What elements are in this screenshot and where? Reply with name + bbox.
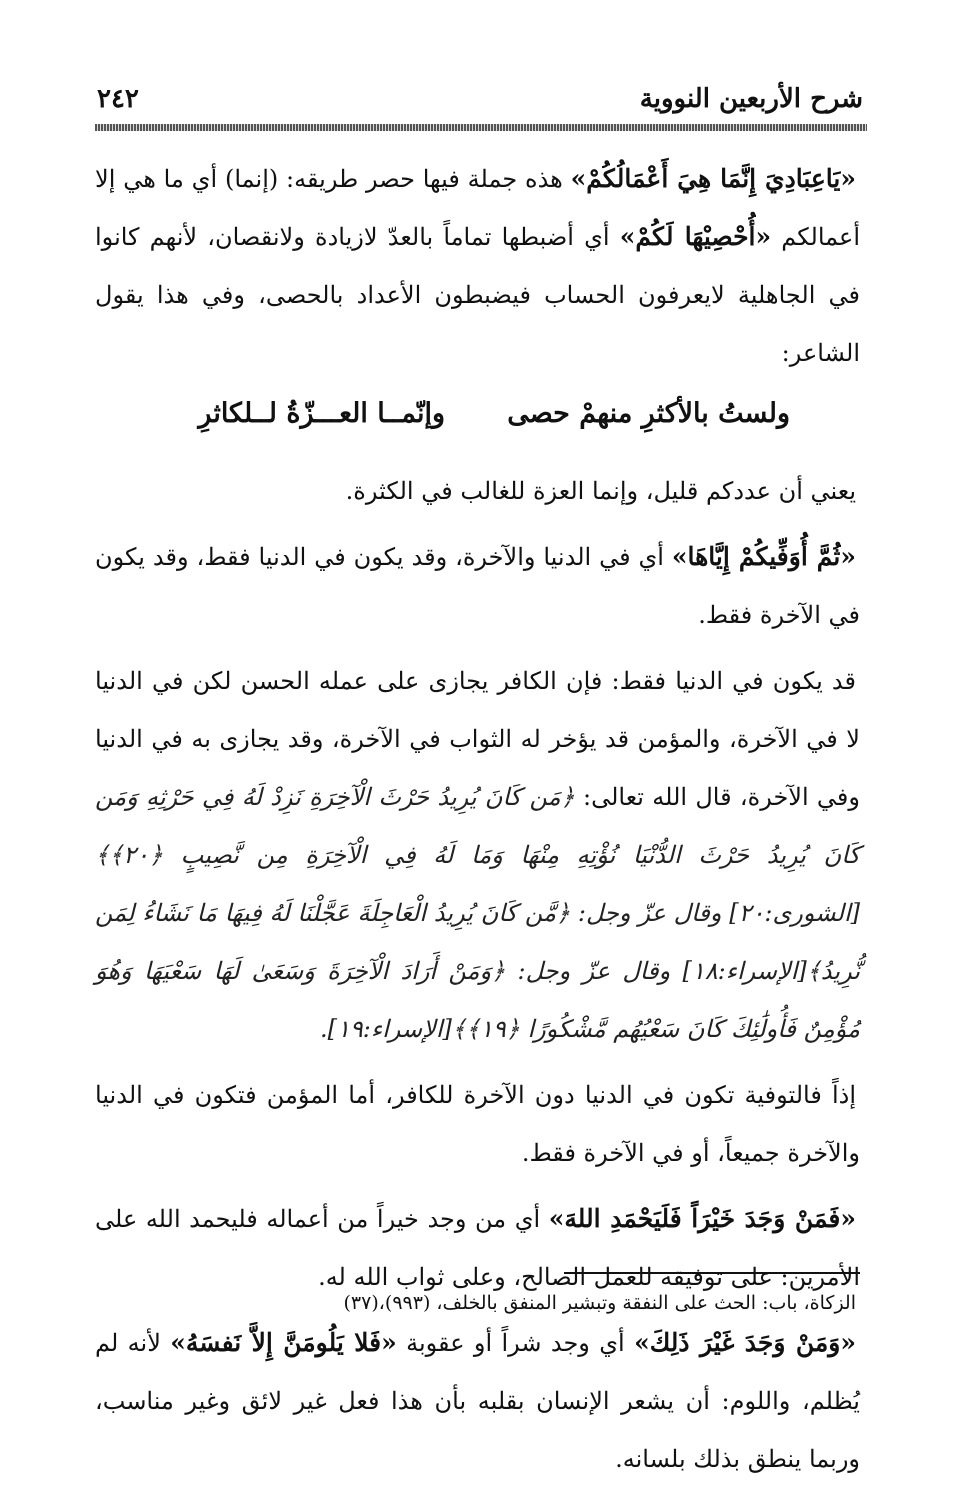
hadith-quote: «ثُمَّ أُوَفِّيكُمْ إِيَّاهَا» <box>671 542 856 571</box>
hadith-quote: «فَمَنْ وَجَدَ خَيْرَاً فَلَيَحْمَدِ اللهَ» <box>548 1204 856 1233</box>
hadith-quote: «فَلا يَلُومَنَّ إِلاَّ نَفسَهُ» <box>170 1328 397 1357</box>
paragraph-text: أي أضبطها تماماً بالعدّ لازيادة ولانقصان، لأنهم كانوا في الجاهلية لايعرفون الحساب فيضبطون الأعداد بالحصى، وفي هذا يقول الشاعر: <box>95 223 860 367</box>
paragraph-text: قد يكون في الدنيا فقط: فإن الكافر يجازى على عمله الحسن لكن في الدنيا لا في الآخرة، والمؤمن قد يؤخر له الثواب في الآخرة، وقد يجازى به في الدنيا وفي الآخرة، قال الله تعالى: <box>95 667 860 811</box>
paragraph-text: أي وجد شراً أو عقوبة <box>396 1329 635 1357</box>
paragraph <box>95 462 860 520</box>
paragraph <box>95 150 860 382</box>
hadith-quote: «يَاعِبَادِيَ إِنَّمَا هِيَ أَعْمَالُكُمْ» <box>570 164 856 193</box>
page-number: ٢٤٢ <box>97 84 139 114</box>
paragraph-text: يعني أن عددكم قليل، وإنما العزة للغالب في الكثرة. <box>345 477 856 505</box>
paragraph <box>95 528 860 644</box>
footnote: الزكاة، باب: الحث على النفقة وتبشير المنفق بالخلف، (٩٩٣)،(٣٧) <box>343 1292 856 1314</box>
paragraph <box>95 1314 860 1488</box>
paragraph <box>95 652 860 1058</box>
hadith-quote: «وَمَنْ وَجَدَ غَيْرَ ذَلِكَ» <box>634 1328 856 1357</box>
footnote-divider <box>564 1272 860 1274</box>
running-header <box>95 78 865 122</box>
paragraph-text: أي في الدنيا والآخرة، وقد يكون في الدنيا فقط، وقد يكون في الآخرة فقط. <box>95 543 860 629</box>
paragraph-text: لأنه لم يُظلم، واللوم: أن يشعر الإنسان بقلبه بأن هذا فعل غير لائق وغير مناسب، وربما ينطق بذلك بلسانه. <box>95 1329 860 1473</box>
quran-verses-continued: [الشورى:٢٠] وقال عزّ وجل: ﴿مَّن كَانَ يُرِيدُ الْعَاجِلَةَ عَجَّلْنَا لَهُ فِيهَا مَا نَشَاءُ لِمَن نُّرِيدُ﴾[الإسراء:١٨] وقال عزّ وجل: ﴿وَمَنْ أَرَادَ الْآخِرَةَ وَسَعَىٰ لَهَا سَعْيَهَا وَهُوَ مُؤْمِنٌ فَأُولَٰئِكَ كَانَ سَعْيُهُم مَّشْكُورًا ﴿١٩﴾﴾[الإسراء:١٩]. <box>95 899 860 1043</box>
quran-verse: ﴿مَن كَانَ يُرِيدُ حَرْثَ الْآخِرَةِ نَزِدْ لَهُ فِي حَرْثِهِ وَمَن كَانَ يُرِيدُ حَرْثَ الدُّنْيَا نُؤْتِهِ مِنْهَا وَمَا لَهُ فِي الْآخِرَةِ مِن نَّصِيبٍ ﴿٢٠﴾﴾ <box>95 783 860 869</box>
paragraph-text: إذاً فالتوفية تكون في الدنيا دون الآخرة للكافر، أما المؤمن فتكون في الدنيا والآخرة جميعاً، أو في الآخرة فقط. <box>95 1081 860 1167</box>
header-divider <box>95 124 867 131</box>
verse-hemistich-first: ولستُ بالأكثرِ منهمْ حصى <box>507 398 790 429</box>
book-title: شرح الأربعين النووية <box>639 84 863 114</box>
verse-hemistich-second: وإنّمــا العـــزّةُ لــلكاثرِ <box>198 398 445 429</box>
hadith-quote: «أُحْصِيْهَا لَكُمْ» <box>619 222 772 251</box>
paragraph-text: أي من وجد خيراً من أعماله فليحمد الله على الأمرين: على توفيقه للعمل الصالح، وعلى ثواب الله له. <box>95 1205 860 1291</box>
paragraph <box>95 1066 860 1182</box>
paragraph-text: هذه جملة فيها حصر طريقه: (إنما) أي ما هي إلا أعمالكم <box>95 165 861 251</box>
poetry-verse <box>95 390 860 452</box>
